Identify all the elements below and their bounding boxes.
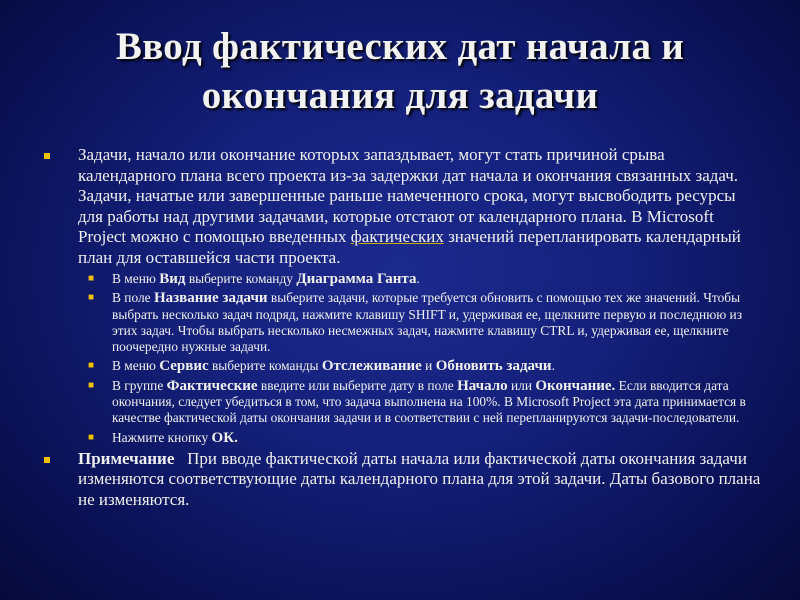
step-bold: Название задачи [153,290,268,307]
list-item [42,378,762,427]
step-bold: Диаграмма Ганта [296,271,417,287]
list-item [42,358,762,374]
step-text: выберите задачи, которые требуется обновить с помощью тех же значений. Чтобы выбрать несколько задач подряд, нажмите клавишу SHIFT и, удерживая ее, щелкните первую и последнюю из этих задач. Чтобы выбрать несколько несмежных задач, нажмите клавишу CTRL и, удерживая ее, щелкните поочередно нужные задачи. [112,290,743,355]
intro-text-1: Задачи, начало или окончание которых запаздывает, могут стать причиной срыва календарного плана всего проекта из-за задержки дат начала и окончания связанных задач. Задачи, начатые или завершенные раньше намеченного срока, могут высвободить ресурсы для работы над другими задачами, которые отстают от календарного плана. В Microsoft Project можно с помощью введенных [78,145,739,246]
note-label: Примечание [78,448,175,468]
step-bold: Отслеживание [321,358,422,375]
step-text: . [551,358,555,374]
small-square-bullet-icon: ■ [88,292,95,304]
step-text: выберите команды [208,358,322,374]
step-text: В группе [112,377,167,393]
square-bullet-icon [44,153,50,159]
step-text: и [421,358,436,374]
step-bold: ОК. [211,429,238,446]
step-text: В меню [112,271,160,286]
list-item [42,290,762,355]
intro-text-2: значений перепланировать календарный план для оставшейся части проекта. [78,227,741,267]
slide-title [40,22,760,120]
intro-paragraph [42,145,762,268]
small-square-bullet-icon: ■ [88,379,95,391]
steps-list [42,271,762,446]
step-bold: Начало [457,377,508,394]
small-square-bullet-icon: ■ [88,273,95,284]
slide-body [42,145,765,510]
step-bold: Окончание. [535,377,616,394]
step-text: Если вводится дата окончания, следует убедиться в том, что задача выполнена на 100%. В Microsoft Project эта дата принимается в качестве фактической даты окончания задачи и в соответствии с ней перепланируются задачи-последователи. [112,377,746,426]
step-text: В меню [112,358,160,374]
step-text: . [416,271,420,286]
step-text: выберите команду [185,271,297,286]
step-bold: Сервис [159,358,209,375]
title-line-2: окончания для задачи [201,74,599,117]
step-text: Нажмите кнопку [112,429,212,445]
step-bold: Фактические [166,377,258,394]
list-item [42,430,762,446]
list-item [42,271,762,287]
step-text: или [507,377,536,393]
square-bullet-icon [44,457,50,463]
note-text: При вводе фактической даты начала или фактической даты окончания задачи изменяются соответствующие даты календарного плана для этой задачи. Даты базового плана не изменяются. [78,448,765,509]
step-text: В поле [112,290,154,306]
step-text: введите или выберите дату в поле [257,377,458,393]
note-paragraph [42,448,765,511]
intro-link-actuals[interactable]: фактических [350,227,444,246]
step-bold: Обновить задачи [435,358,552,375]
step-bold: Вид [159,271,186,287]
title-line-1: Ввод фактических дат начала и [115,25,685,68]
small-square-bullet-icon: ■ [88,431,95,443]
small-square-bullet-icon: ■ [88,360,95,372]
